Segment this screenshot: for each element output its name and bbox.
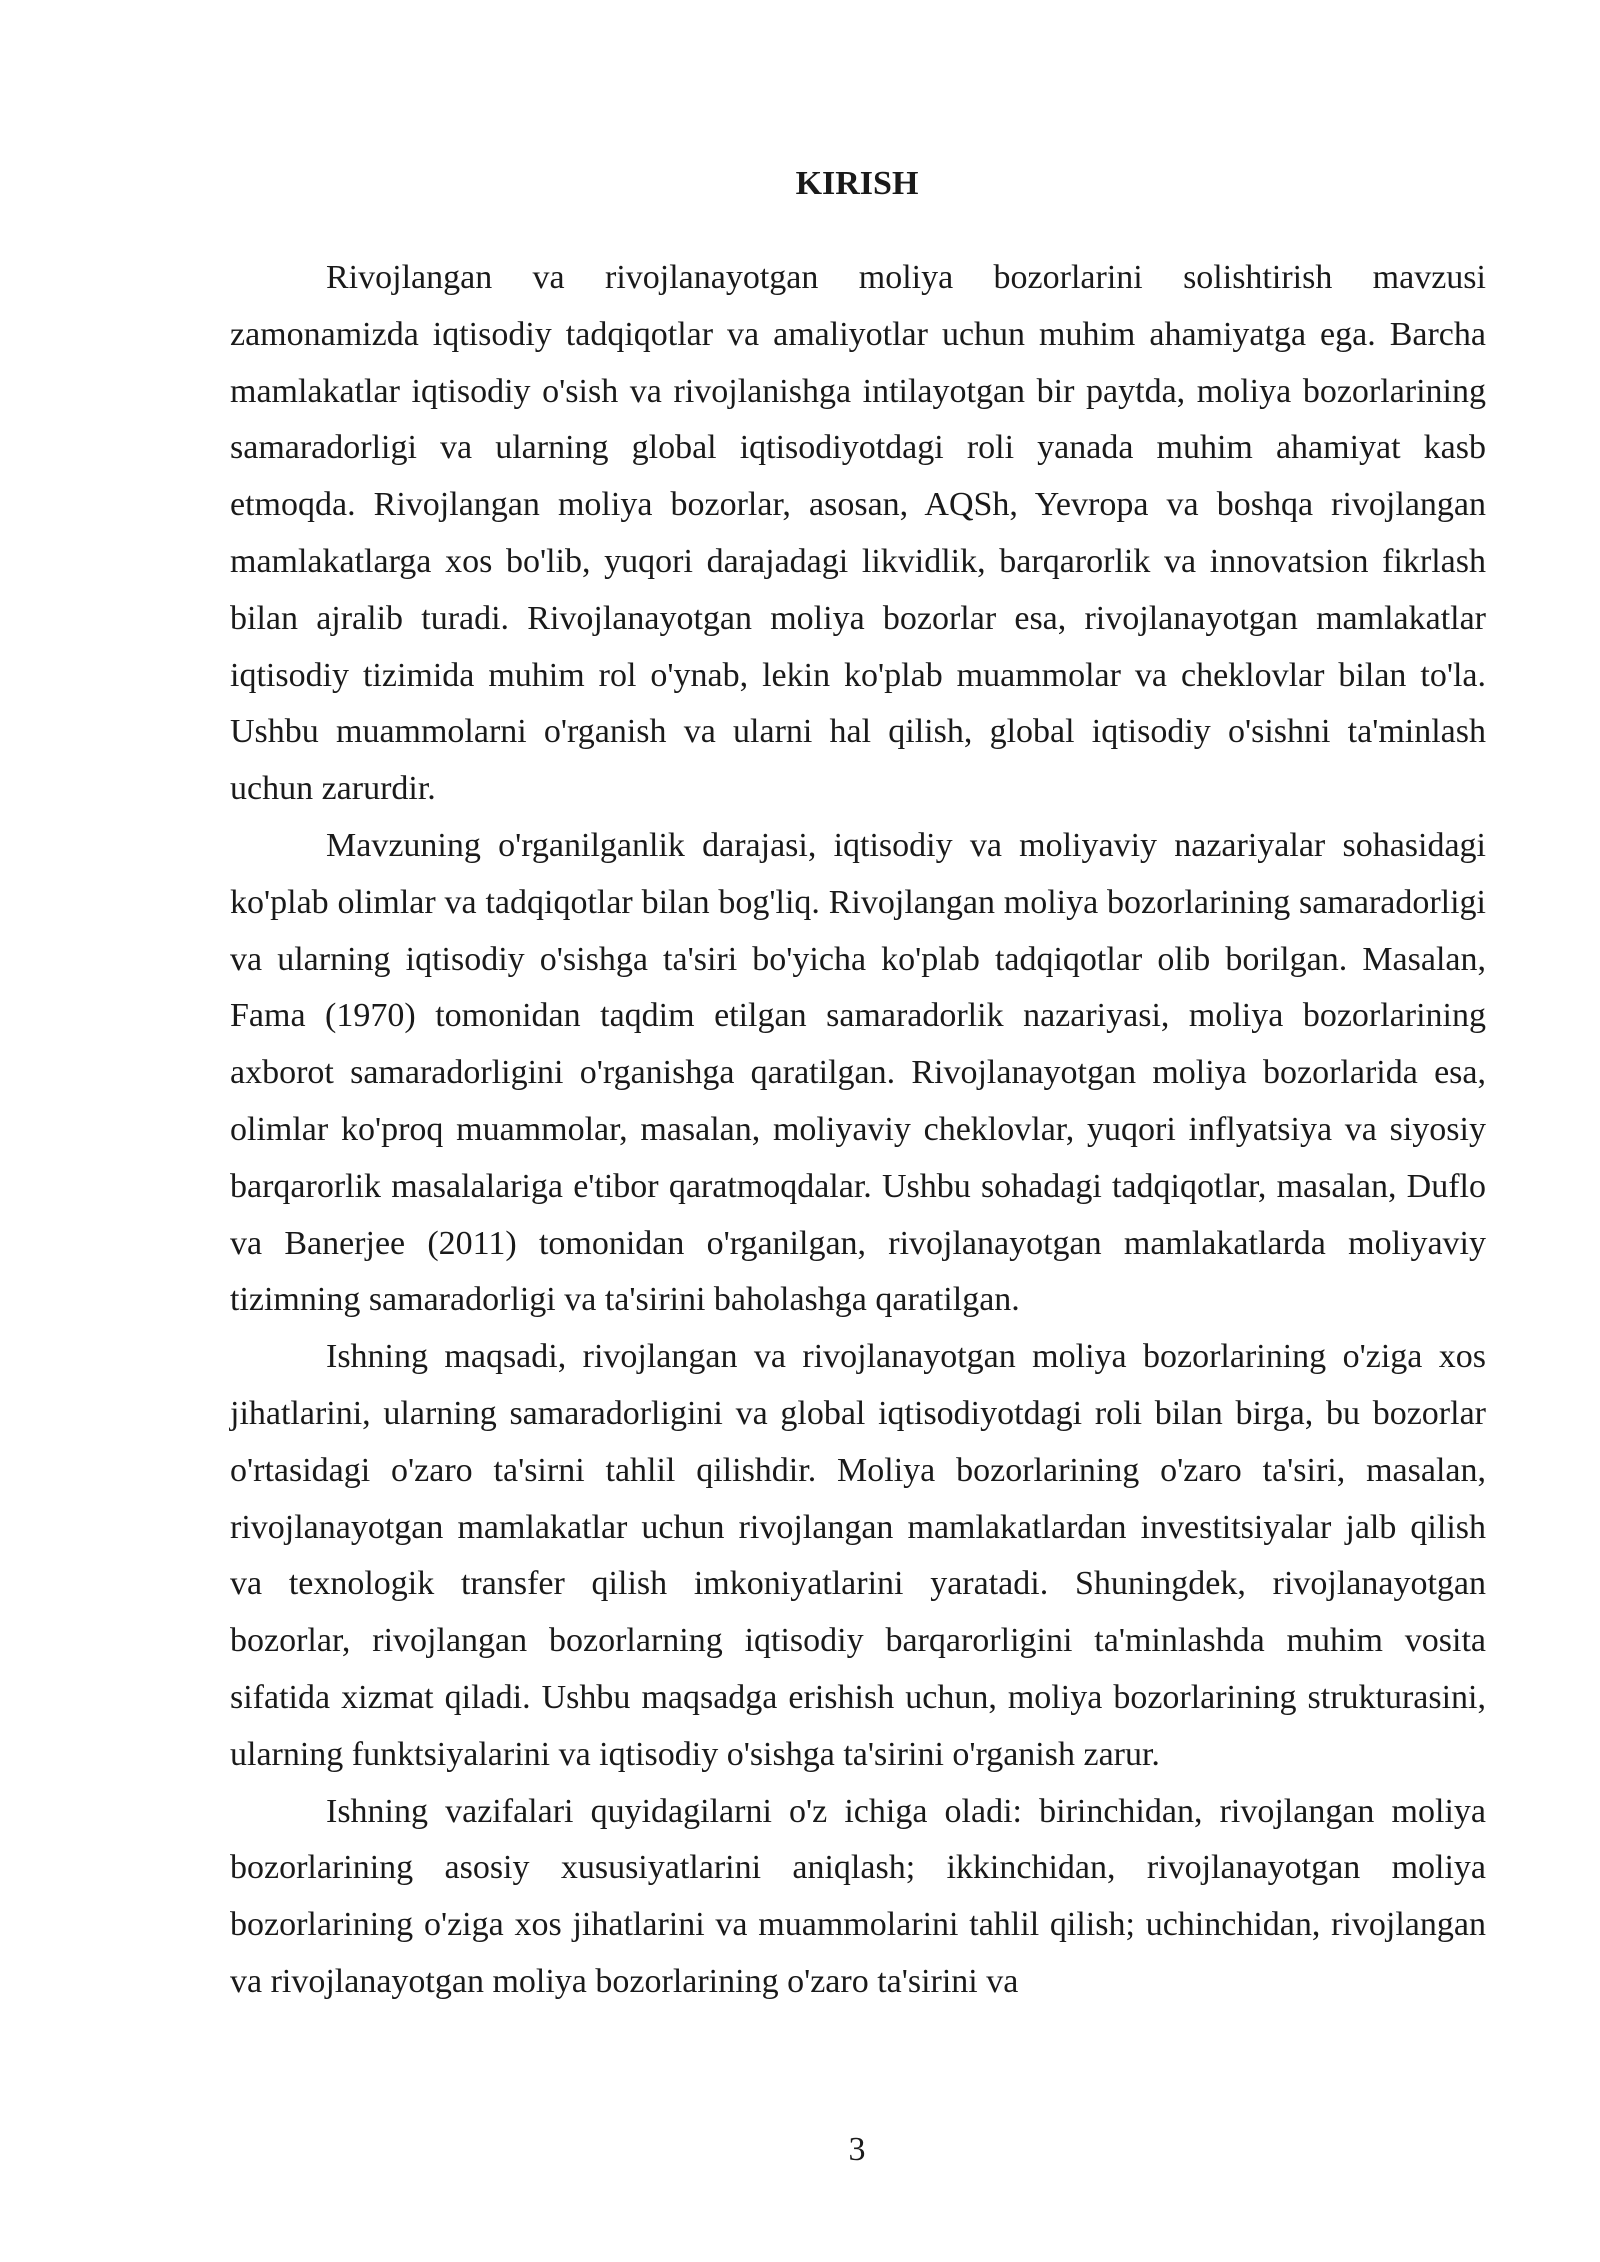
paragraph-intro: Rivojlangan va rivojlanayotgan moliya bozorlarini solishtirish mavzusi zamonamizda iqtisodiy tadqiqotlar va amaliyotlar uchun muhim ahamiyatga ega. Barcha mamlakatlar iqtisodiy o'sish va rivojlanishga intilayotgan bir paytda, moliya bozorlarining samaradorligi va ularning global iqtisodiyotdagi roli yanada muhim ahamiyat kasb etmoqda. Rivojlangan moliya bozorlar, asosan, AQSh, Yevropa va boshqa rivojlangan mamlakatlarga xos bo'lib, yuqori darajadagi likvidlik, barqarorlik va innovatsion fikrlash bilan ajralib turadi. Rivojlanayotgan moliya bozorlar esa, rivojlanayotgan mamlakatlar iqtisodiy tizimida muhim rol o'ynab, lekin ko'plab muammolar va cheklovlar bilan to'la. Ushbu muammolarni o'rganish va ularni hal qilish, global iqtisodiy o'sishni ta'minlash uchun zarurdir.: [230, 259, 1486, 808]
paragraph-goal: Ishning maqsadi, rivojlangan va rivojlanayotgan moliya bozorlarining o'ziga xos jihatlarini, ularning samaradorligini va global iqtisodiyotdagi roli bilan birga, bu bozorlar o'rtasidagi o'zaro ta'sirni tahlil qilishdir. Moliya bozorlarining o'zaro ta'siri, masalan, rivojlanayotgan mamlakatlar uchun rivojlangan mamlakatlardan investitsiyalar jalb qilish va texnologik transfer qilish imkoniyatlarini yaratadi. Shuningdek, rivojlanayotgan bozorlar, rivojlangan bozorlarning iqtisodiy barqarorligini ta'minlashda muhim vosita sifatida xizmat qiladi. Ushbu maqsadga erishish uchun, moliya bozorlarining strukturasini, ularning funktsiyalarini va iqtisodiy o'sishga ta'sirini o'rganish zarur.: [230, 1338, 1486, 1773]
body-text: [230, 250, 1486, 2011]
page-number: 3: [848, 2131, 866, 2168]
section-heading: KIRISH: [795, 165, 919, 202]
paragraph-tasks: Ishning vazifalari quyidagilarni o'z ichiga oladi: birinchidan, rivojlangan moliya bozorlarining asosiy xususiyatlarini aniqlash; ikkinchidan, rivojlanayotgan moliya bozorlarining o'ziga xos jihatlarini va muammolarini tahlil qilish; uchinchidan, rivojlangan va rivojlanayotgan moliya bozorlarining o'zaro ta'sirini va: [230, 1792, 1486, 2000]
paragraph-research-level: Mavzuning o'rganilganlik darajasi, iqtisodiy va moliyaviy nazariyalar sohasidagi ko'plab olimlar va tadqiqotlar bilan bog'liq. Rivojlangan moliya bozorlarining samaradorligi va ularning iqtisodiy o'sishga ta'siri bo'yicha ko'plab tadqiqotlar olib borilgan. Masalan, Fama (1970) tomonidan taqdim etilgan samaradorlik nazariyasi, moliya bozorlarining axborot samaradorligini o'rganishga qaratilgan. Rivojlanayotgan moliya bozorlarida esa, olimlar ko'proq muammolar, masalan, moliyaviy cheklovlar, yuqori inflyatsiya va siyosiy barqarorlik masalalariga e'tibor qaratmoqdalar. Ushbu sohadagi tadqiqotlar, masalan, Duflo va Banerjee (2011) tomonidan o'rganilgan, rivojlanayotgan mamlakatlarda moliyaviy tizimning samaradorligi va ta'sirini baholashga qaratilgan.: [230, 826, 1486, 1319]
